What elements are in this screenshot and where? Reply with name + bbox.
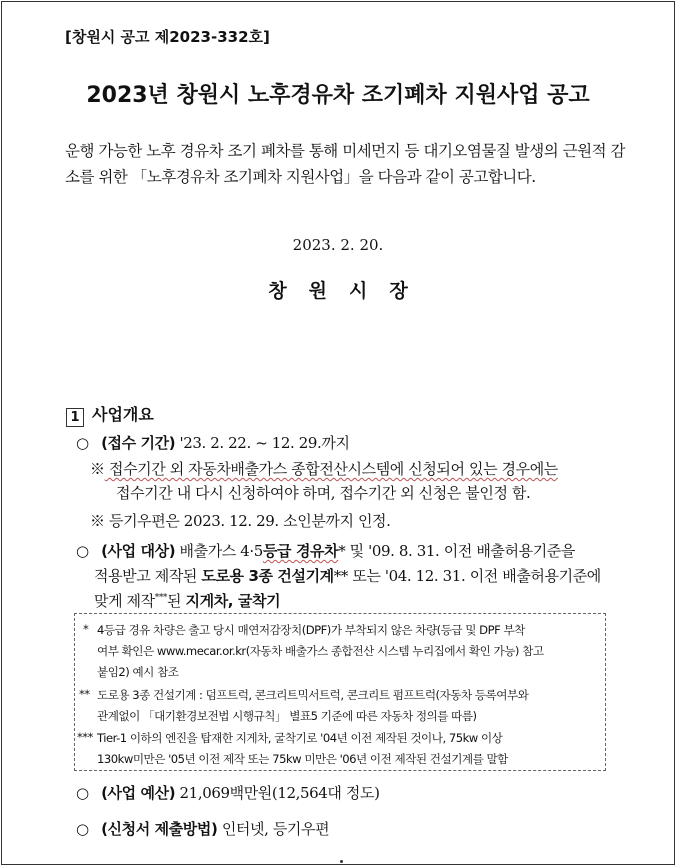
target-line-1 — [76, 540, 575, 561]
budget-amount: 21,069백만원(12,564대 정도) — [175, 784, 380, 802]
bullet-circle: ○ — [76, 784, 89, 802]
target-emphasis: 도로용 3종 건설기계 — [201, 567, 334, 585]
target-text: * 및 '09. 8. 31. 이전 배출허용기준을 — [338, 542, 575, 560]
footnote-mark: *** — [77, 730, 93, 744]
footnote-3-line-1: Tier-1 이하의 엔진을 탑재한 지게차, 굴착기로 '04년 이전 제작된 것이나, 75kw 이상 — [97, 731, 503, 745]
note-mark: ※ — [90, 460, 105, 478]
footnote-2-line-1: 도로용 3종 건설기계 : 덤프트럭, 콘크리트믹서트럭, 콘크리트 펌프트럭(자동차 등록여부와 — [97, 688, 529, 702]
reception-note-1-text: 접수기간 외 자동차배출가스 종합전산시스템에 신청되어 있는 경우에는 — [104, 460, 558, 478]
reception-line — [76, 432, 350, 453]
organization-name: 창원시장 — [268, 280, 430, 302]
footnote-1-line-2: 여부 확인은 www.mecar.or.kr(자동차 배출가스 종합전산 시스템 누리집에서 확인 가능) 참고 — [97, 644, 544, 658]
note-mark: ※ — [90, 512, 105, 530]
page-break-marker — [340, 860, 343, 863]
target-emphasis: 등급 경유차 — [262, 542, 339, 560]
footnote-2-line-2: 관계없이 「대기환경보전법 시행규칙」 별표5 기준에 따른 자동차 정의를 따름) — [97, 709, 477, 723]
target-text: 맞게 제작 — [94, 592, 155, 610]
section-number: 1 — [66, 408, 84, 427]
reception-note-2 — [90, 510, 391, 531]
bullet-circle: ○ — [76, 434, 89, 452]
section-heading — [66, 402, 154, 427]
target-text: 배출가스 4·5 — [175, 542, 263, 560]
target-line-2 — [94, 565, 601, 586]
footnote-1-line-3: 붙임2) 예시 참조 — [97, 665, 179, 679]
reception-period: '23. 2. 22. ~ 12. 29.까지 — [175, 434, 350, 452]
document-page — [1, 1, 675, 865]
footnote-3-line-2: 130kw미만은 '05년 이전 제작 또는 75kw 미만은 '06년 이전 제작된 건설기계를 말함 — [97, 752, 508, 766]
budget-label: (사업 예산) — [101, 784, 176, 802]
reception-note-2-text: 등기우편은 2023. 12. 29. 소인분까지 인정. — [104, 512, 391, 530]
notice-date: 2023. 2. 20. — [292, 236, 384, 254]
reception-note-1 — [90, 458, 558, 479]
footnote-mark: *** — [154, 593, 168, 603]
section-title: 사업개요 — [92, 405, 154, 424]
target-label: (사업 대상) — [101, 542, 176, 560]
reception-label: (접수 기간) — [101, 434, 176, 452]
method-line — [76, 818, 329, 839]
method-text: 인터넷, 등기우편 — [217, 820, 330, 838]
target-text: 적용받고 제작된 — [94, 567, 202, 585]
footnote-mark: * — [83, 622, 89, 636]
footnotes-box — [74, 613, 606, 771]
bullet-circle: ○ — [76, 542, 89, 560]
target-text: 된 — [167, 592, 186, 610]
reception-note-1-cont: 접수기간 내 다시 신청하여야 하며, 접수기간 외 신청은 불인정 함. — [116, 484, 531, 502]
footnote-1-line-1: 4등급 경유 차량은 출고 당시 매연저감장치(DPF)가 부착되지 않은 차량(등급 및 DPF 부착 — [97, 623, 525, 637]
target-emphasis: 지게차, 굴착기 — [185, 592, 281, 610]
budget-line — [76, 782, 380, 803]
bullet-circle: ○ — [76, 820, 89, 838]
page-title: 2023년 창원시 노후경유차 조기폐차 지원사업 공고 — [86, 83, 590, 108]
target-line-3 — [94, 590, 280, 611]
notice-number: [창원시 공고 제2023-332호] — [65, 28, 270, 46]
intro-paragraph: 운행 가능한 노후 경유차 조기 폐차를 통해 미세먼지 등 대기오염물질 발생의 근원적 감소를 위한 「노후경유차 조기폐차 지원사업」을 다음과 같이 공고합니다. — [65, 142, 625, 186]
method-label: (신청서 제출방법) — [101, 820, 218, 838]
footnote-mark: ** — [79, 687, 90, 701]
target-text: ** 또는 '04. 12. 31. 이전 배출허용기준에 — [333, 567, 601, 585]
